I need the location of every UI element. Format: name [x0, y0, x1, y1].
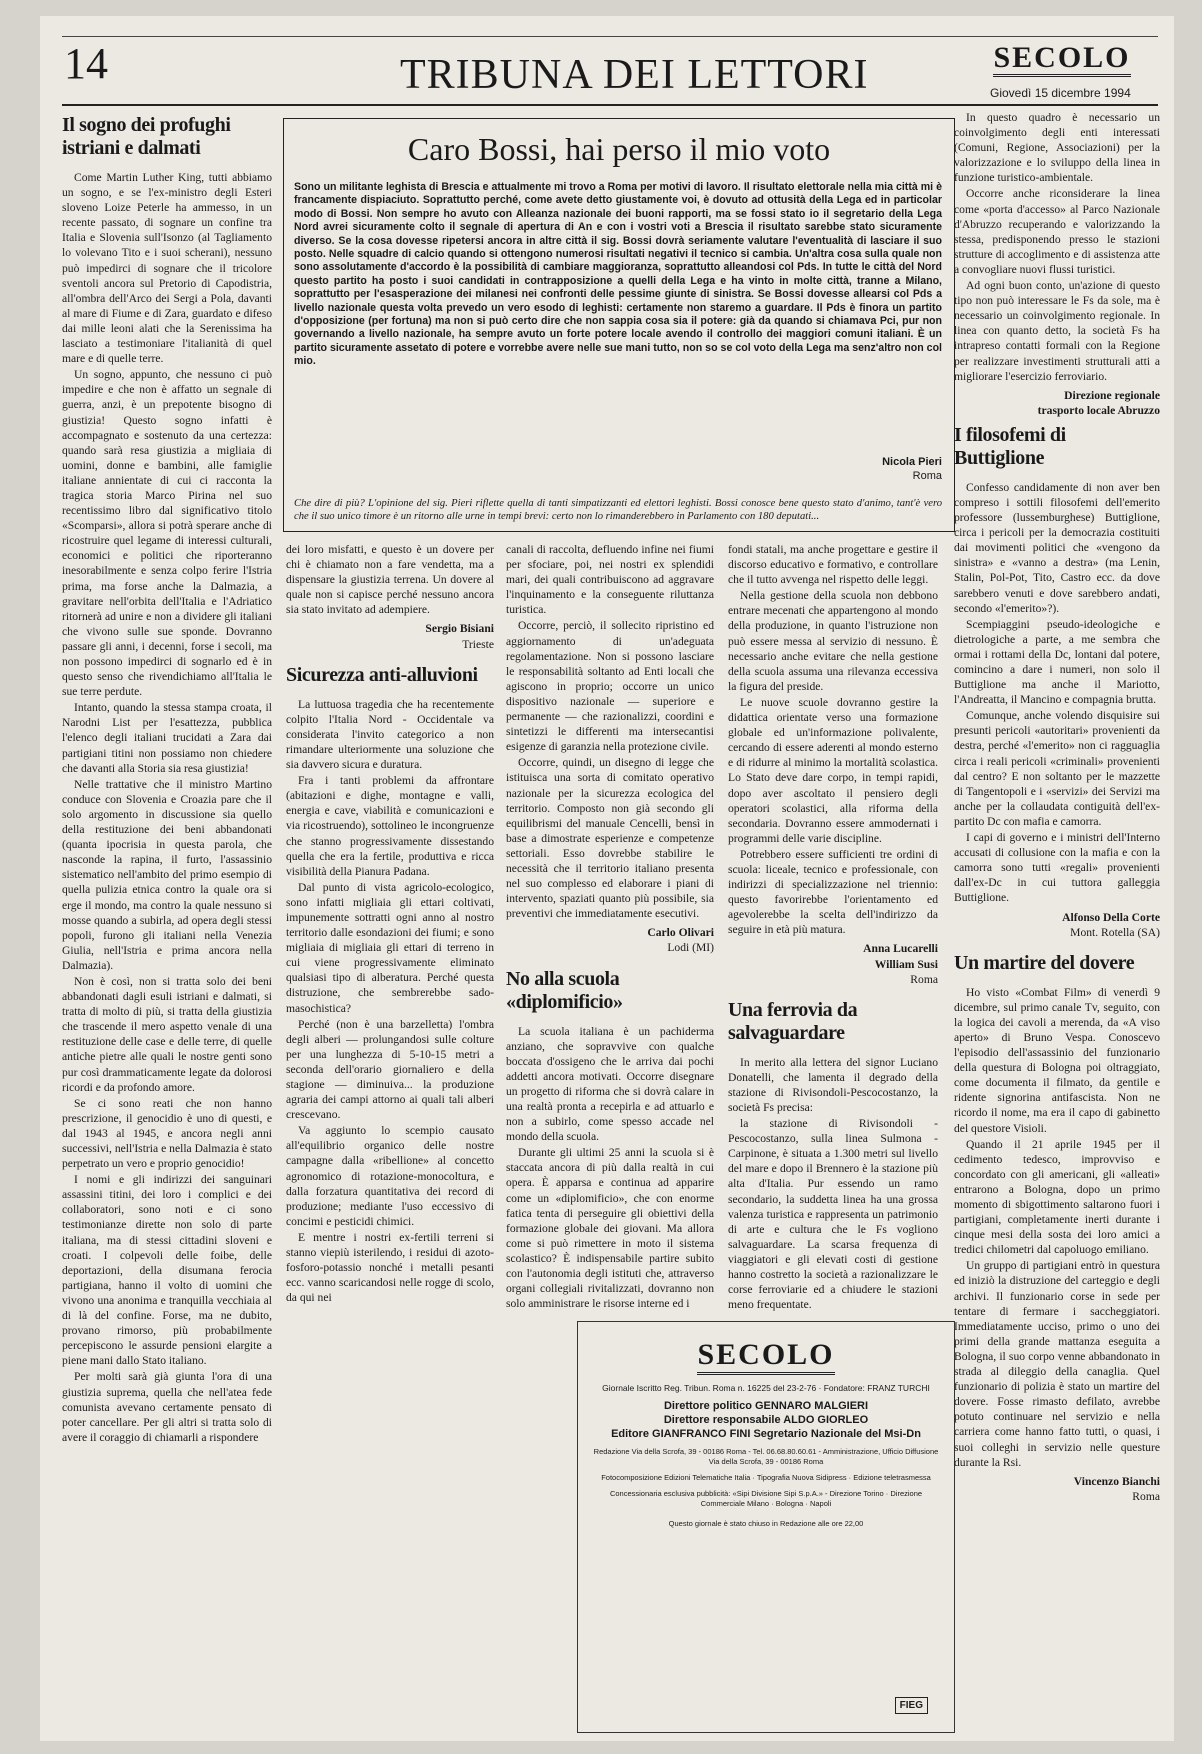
masthead-responsible-director: Direttore responsabile ALDO GIORLEO	[663, 1414, 869, 1426]
signature-name: William Susi	[874, 957, 938, 971]
article-title-martire: Un martire del dovere	[954, 951, 1135, 974]
paragraph: I nomi e gli indirizzi dei sanguinari assassini titini, dei loro i complici e dei collaboratori, sono noti e ci sono testimonianze dirette non solo di parte italiana, ma di stessi cittadini sloveni e croati. I colpevoli delle foibe, delle deportazioni, della disumana ferocia partigiana, hanno il volto di uomini che vivono una anonima e tranquilla vecchiaia al di là del confine. Forse, ma ne dubito, provano rimorso, più probabilmente percepiscono le assurde pensioni elargite a piene mani dallo Stato italiano.	[62, 1173, 272, 1368]
masthead-box	[577, 1321, 955, 1733]
brand	[962, 42, 1162, 77]
signature-name: Sergio Bisiani	[425, 622, 494, 636]
paragraph: Durante gli ultimi 25 anni la scuola si è staccata ancora di più dalla realtà in cui opera. È apparsa e continua ad apparire come un «diplomificio», che con enorme fatica tenta di perseguire gli obiettivi della formazione globale dei giovani. Ma allora come si può rimettere in moto il sistema scolastico? È indispensabile partire subito con l'autonomia degli istituti che, attraverso organi collegiali rivitalizzati, dovranno non solo amministrare le risorse interne ed i	[506, 1146, 714, 1311]
paragraph: Va aggiunto lo scempio causato all'equilibrio organico delle nostre campagne dalla «ribellione» al concetto agronomico di rotazione-monocoltura, e dalla forzatura quantitativa dei record di produzione; mediante l'uso eccessivo di concimi e pesticidi chimici.	[286, 1124, 494, 1228]
paragraph: Occorre, quindi, un disegno di legge che istituisca una sorta di comitato operativo nazionale per la sicurezza ecologica del territorio. Composto non già secondo gli equilibrismi del manuale Cencelli, bensì in base a dimostrate esperienze e competenze settoriali. Esso dovrebbe stabilire le necessità che il territorio italiano presenta nel suo complesso ed elaborare i piani di intervento, spaziati quanto più possibile, sia preventivi che immediatamente esecutivi.	[506, 756, 714, 921]
paragraph: Se ci sono reati che non hanno prescrizione, il genocidio è uno di questi, e dal 1943 al 1945, e ancora negli anni successivi, nell'Istria e nella Dalmazia è stato perpetrato un vero e proprio genocidio!	[62, 1096, 272, 1171]
paragraph: Occorre anche riconsiderare la linea come «porta d'accesso» al Parco Nazionale d'Abruzzo recuperando e valorizzando la stessa, predisponendo presso le stazioni strutture di accoglimento e di assistenza atte a convogliare nuovi flussi turistici.	[954, 187, 1160, 276]
masthead-redazione: Redazione Via della Scrofa, 39 - 00186 Roma - Tel. 06.68.80.60.61 - Amministrazione, Ufficio Diffusione Via della Scrofa, 39 - 00186 Roma	[593, 1447, 939, 1466]
paragraph: Un sogno, appunto, che nessuno ci può impedire e che non è affatto un segnale di guerra, anzi, è un prepotente bisogno di giustizia! Questo sogno infatti è accompagnato e sostenuto da una certezza: quando sarà resa giustizia a migliaia di uomini, donne e bambini, alle famiglie italiane annientate di cui ci racconta la tragica storia Marco Pirina nel suo recentissimo libro dal significativo titolo «Scomparsi», allora si potrà sperare anche di ricostruire quel legame di interessi culturali, economici e politici che riporteranno inesorabilmente e senza colpo ferire l'Istria prima, ma forse anche la Dalmazia, a gravitare nell'orbita dell'Italia e l'Adriatico ritornerà ad unire e non a dividere gli italiani che vivono sulle sue sponde. Dovranno passare gli anni, i decenni, forse i secoli, ma non possono impedirci di sognarlo ed è in questo senso che rivendichiamo all'Italia le sue terre perdute.	[62, 368, 272, 699]
fieg-logo: FIEG	[895, 1697, 928, 1714]
paragraph: Ad ogni buon conto, un'azione di questo tipo non può interessare le Fs da sole, ma è necessario un coinvolgimento regionale. In linea con quanto detto, la società Fs ha intrapreso contatti formali con la Regione per realizzare investimenti strutturali atti a migliorare l'esercizio ferroviario.	[954, 279, 1160, 383]
signature-name: Vincenzo Bianchi	[1073, 1474, 1160, 1488]
boxed-letter-bossi	[283, 118, 955, 532]
paragraph: canali di raccolta, defluendo infine nei fiumi per sfociare, poi, nei nostri ex splendidi mari, dei quali contribuiscono ad aggravare l'inquinamento e la conseguente riluttanza turistica.	[506, 543, 714, 617]
signature-name: trasporto locale Abruzzo	[1037, 403, 1160, 417]
article-title-scuola: No alla scuola «diplomificio»	[506, 967, 623, 1013]
paragraph: Quando il 21 aprile 1945 per il cedimento tedesco, improvviso e concordato con gli americani, gli «alleati» entrarono a Bologna, dopo un primo momento di sbigottimento saltarono fuori i partigiani, completamente inerti durante i cinque mesi della sosta dei loro amici a tredici chilometri dal capoluogo emiliano.	[954, 1137, 1160, 1257]
masthead-footer: Questo giornale è stato chiuso in Redazione alle ore 22,00	[668, 1519, 864, 1528]
header-bottom-rule	[62, 104, 1158, 106]
signature-location: Mont. Rotella (SA)	[1070, 925, 1160, 939]
paragraph: Perché (non è una barzelletta) l'ombra degli alberi — prolungandosi sulle colture per una lunghezza di 5-10-15 metri a seconda dell'orario giornaliero e della stagione — diminuiva... la produzione agraria dei campi attorno ai quali tali alberi crescevano.	[286, 1017, 494, 1122]
issue-date: Giovedì 15 dicembre 1994	[990, 86, 1131, 100]
paragraph: In merito alla lettera del signor Luciano Donatelli, che lamenta il degrado della stazione di Rivisondoli-Pescocostanzo, la società Fs precisa:	[728, 1055, 938, 1114]
paragraph: Nelle trattative che il ministro Martino conduce con Slovenia e Croazia pare che il solo argomento in discussione sia quello della restituzione dei beni abbandonati (quanta ipocrisia in questa parola, che nasconde la rapina, il furto, l'assassinio sistematico nell'ambito del primo esempio di quella pulizia etnica contro la quale ora si erge il mondo, ma contro la quale nessuno si mosse quando a subirla, ad opera degli stessi popoli, furono gli italiani nella Venezia Giulia, nell'Istria e prima ancora nella Dalmazia).	[62, 777, 272, 972]
paragraph: Confesso candidamente di non aver ben compreso i sottili filosofemi dell'emerito professore (lussemburghese) Buttiglione, circa i pericoli per la democrazia costituiti dai movimenti politici che «vengono da sinistra» e «vanno a destra» (ma Lenin, Stalin, Pol-Pot, Tito, Castro ecc. da dove sarebbero venuti e dove sarebbero andati, secondo «l'emerito»?).	[954, 480, 1160, 615]
paragraph: Un gruppo di partigiani entrò in questura ed iniziò la distruzione del carteggio e degli archivi. Il funzionario corse in sede per tentare di fermare i saccheggiatori. Immediatamente ucciso, primo o uno dei primi della grande mattanza eseguita a Bologna, il suo corpo venne abbandonato in strada al dileggio della canaglia. Quel funzionario di polizia è stato un martire del dovere. Fosse rimasto defilato, avrebbe potuto continuare nel servizio e nella carriera come hanno fatto tutti, o quasi, i suoi colleghi in servizio nelle questure durante la Rsi.	[954, 1259, 1160, 1469]
paragraph: Ho visto «Combat Film» di venerdì 9 dicembre, sul primo canale Tv, seguito, con la logica dei cavoli a merenda, da «A viso aperto» di Bruno Vespa. Conoscevo l'episodio dell'assassinio del funzionario della questura di Bologna poi oltraggiato, come documenta il filmato, da gentile e ridente signorina antifascista. Non ne ricordo il nome, ma era il capo di gabinetto del questore Visioli.	[954, 985, 1160, 1135]
paragraph: Le nuove scuole dovranno gestire la didattica orientate verso una formazione globale ed un'informazione polivalente, cercando di essere aderenti al mondo esterno e di ridurre al minimo la mortalità scolastica. Lo Stato deve dare corpo, in tempi rapidi, dopo aver ascoltato il pensiero degli operatori scolastici, alla riforma della secondaria. Dovranno essere ammodernati i programmi delle varie discipline.	[728, 695, 938, 845]
column-scuola	[506, 542, 714, 1312]
paragraph: Occorre, perciò, il sollecito ripristino ed aggiornamento di un'adeguata regolamentazione. Non si possono lasciare le responsabilità soltanto ad Enti locali che agiscono in proprio; occorre un unico dispositivo nazionale — superiore e permanente — che razionalizzi, coordini e sintetizzi le differenti ma intersecantisi esigenze di garanzia nella protezione civile.	[506, 619, 714, 754]
paragraph: Nella gestione della scuola non debbono entrare mecenati che appartengono al mondo della produzione, in quanto l'istruzione non può essere messa al servizio di nessuno. È necessario anche evitare che nella gestione della scuola assuma una rilevanza eccessiva la figura del preside.	[728, 589, 938, 693]
masthead-logo: SECOLO	[697, 1338, 834, 1375]
column-profughi	[62, 110, 272, 1740]
paragraph: dei loro misfatti, e questo è un dovere per chi è chiamato non a fare vendetta, ma a dispensare la giustizia terrena. Un dovere al quale non si capisce perché nessuno ancora sia stato invitato ad adempiere.	[286, 543, 494, 617]
paragraph: fondi statali, ma anche progettare e gestire il discorso educativo e formativo, e controllare che il tutto avvenga nel rispetto delle leggi.	[728, 543, 938, 587]
paragraph: Scempiaggini pseudo-ideologiche e dietrologiche a parte, a me sembra che ormai i rottami della Dc, lontani dal potere, comincino a dare i numeri, non solo il Buttiglione ma anche il Mariotto, l'Andreatta, il Mancino e compagnia brutta.	[954, 617, 1160, 707]
masthead-printing: Fotocomposizione Edizioni Telematiche Italia · Tipografia Nuova Sidipress · Edizione teletrasmessa	[601, 1473, 931, 1482]
column-right	[954, 110, 1160, 1740]
page-number: 14	[64, 39, 108, 88]
paragraph: Potrebbero essere sufficienti tre ordini di scuola: liceale, tecnico e professionale, con indirizzi di specializzazione nel triennio: questo favorirebbe l'orientamento ed agevolerebbe la scelta dell'indirizzo da seguire in età più matura.	[728, 847, 938, 937]
paragraph: La scuola italiana è un pachiderma anziano, che sopravvive con qualche boccata d'ossigeno che le arriva dai pochi addetti ancora motivati. Occorre disegnare un progetto di riforma che si dovrà calare in una realtà pronta a recepirla e ad attuarlo e non a subirlo, come spesso accade nel mondo della scuola.	[506, 1024, 714, 1144]
signature-name: Carlo Olivari	[647, 926, 714, 940]
signature-location: Roma	[912, 470, 942, 482]
masthead-director: Direttore politico GENNARO MALGIERI	[663, 1400, 869, 1412]
article-title-ferrovia: Una ferrovia da salvaguardare	[728, 998, 858, 1044]
signature-location: Roma	[1132, 1489, 1160, 1503]
signature-location: Trieste	[462, 637, 494, 651]
brand-logo: SECOLO	[993, 42, 1130, 77]
paragraph: E mentre i nostri ex-fertili terreni si stanno viepiù isterilendo, i residui di azoto-fosforo-potassio nonché i metalli pesanti ecc. vanno scaricandosi nelle rogge di scolo, da qui nei	[286, 1230, 494, 1305]
paragraph: la stazione di Rivisondoli - Pescocostanzo, sulla linea Sulmona - Carpinone, è situata a 1.300 metri sul livello del mare e dopo il Brennero è la stazione più alta d'Italia. Pur essendo un ramo secondario, la suddetta linea ha una grossa valenza turistica e rappresenta un patrimonio di arte e cultura che le Fs vogliono salvaguardare. La scarsa frequenza di viaggiatori e gli elevati costi di gestione hanno costretto la società a razionalizzare le corse ferroviarie ed a chiudere le stazioni meno frequentate.	[728, 1117, 938, 1312]
newspaper-page	[40, 16, 1174, 1741]
paragraph: Dal punto di vista agricolo-ecologico, sono infatti migliaia gli ettari coltivati, impunemente sottratti ogni anno al nostro territorio dalle esondazioni dei fiumi; e sono migliaia di migliaia gli ettari di terreno in cui viene progressivamente eliminato qualsiasi tipo di alberatura. Perché questa distruzione, che sembrerebbe sado-masochistica?	[286, 880, 494, 1015]
paragraph: Per molti sarà già giunta l'ora di una giustizia suprema, quella che nell'atea fede comunista avevano certamente pensato di poter cancellare. Per gli altri si tratta solo di avere il coraggio di chiamarli a rispondere	[62, 1370, 272, 1444]
signature-name: Direzione regionale	[1064, 388, 1160, 402]
signature-name: Nicola Pieri	[882, 456, 942, 468]
paragraph: Comunque, anche volendo disquisire sui presunti pericoli «autoritari» provenienti da destra, perché «l'emerito» non ci ragguaglia circa i reali pericoli «criminali» provenienti dal centro? E non soltanto per le mazzette di Tangentopoli e i «servizi» dei Servizi ma anche per la collaudata contiguità dell'ex-partito Dc con mafia e camorra.	[954, 709, 1160, 828]
masthead-registration: Giornale Iscritto Reg. Tribun. Roma n. 16225 del 23-2-76 · Fondatore: FRANZ TURCHI	[602, 1383, 930, 1393]
section-title: TRIBUNA DEI LETTORI	[400, 52, 869, 98]
paragraph: I capi di governo e i ministri dell'Interno accusati di collusione con la mafia e con la camorra sono tutti «regali» provenienti dall'ex-Dc in cui tuttora galleggia Buttiglione.	[954, 831, 1160, 905]
letter-body: Sono un militante leghista di Brescia e attualmente mi trovo a Roma per motivi di lavoro. Il risultato elettorale nella mia città mi è francamente dispiaciuto. Soprattutto perché, come avete detto giustamente voi, è dovuto ad ottusità della Lega ed in particolar modo di Bossi. Non sempre ho avuto con Alleanza nazionale dei buoni rapporti, ma se fossi stato io il segretario della Lega Nord avrei sicuramente colto il segnale di apertura di An e con i vostri voti a Brescia il risultato sarebbe stato sicuramente diverso. Se la cosa dovesse ripetersi ancora in altre città il sig. Bossi dovrà seriamente valutare l'eventualità di lasciare il suo posto. Nelle squadre di calcio quando si ottengono numerosi risultati negativi il tecnico si cambia. Un'altra cosa sulla quale non sono assolutamente d'accordo è la possibilità di cambiare maggioranza, soprattutto alleandosi col Pds. In tutte le città del Nord questo partito ha posto i suoi candidati in contrapposizione a quelli della Lega e ha vinto in molte città, tranne a Milano, soprattutto per l'esasperazione dei milanesi nei confronti delle pessime giunte di sinistra. Se Bossi dovesse allearsi col Pds a livello nazionale questa volta prevedo un vero esodo di leghisti: certamente non staremo a guardare. Il Pds è finora un partito d'opposizione (per fortuna) ma non si può certo dire che non sappia cosa sia il potere: già da quando si chiamava Pci, pur non governando a livello nazionale, ha sempre avuto un forte potere locale avendo il controllo dei maggiori comuni italiani. È un partito sicuramente assetato di potere e vorrebbe avere nelle sue mani tutto, non so se col voto della Lega ma senz'altro non col mio.	[294, 181, 942, 368]
signature-location: Lodi (MI)	[667, 941, 714, 955]
header-top-rule	[62, 36, 1158, 37]
paragraph: Non è così, non si tratta solo dei beni abbandonati dagli esuli istriani e dalmati, si tratta di molto di più, si tratta della giustizia che trascende il mero aspetto venale di una restituzione delle case e delle terre, di quelle antiche pietre alle quali le nostre genti sono pur così drammaticamente legate da dolorosi ricordi e da profondo amore.	[62, 974, 272, 1094]
article-title-bossi: Caro Bossi, hai perso il mio voto	[407, 131, 831, 167]
column-alluvioni	[286, 542, 494, 1732]
paragraph: Fra i tanti problemi da affrontare (abitazioni e dighe, montagne e valli, energia e cave, viabilità e comunicazioni e via ricostruendo), sottolineo le incongruenze che stanno progressivamente dissestando quella che era la fertile, produttiva e ricca visibilità della Pianura Padana.	[286, 774, 494, 878]
letter-signature	[882, 455, 942, 483]
editor-reply: Che dire di più? L'opinione del sig. Pieri riflette quella di tanti simpatizzanti ed elettori leghisti. Bossi conosce bene questo stato d'animo, tant'è vero che il suo unico timore è un ritorno alle urne in tempi brevi: certo non lo rimanderebbero in Parlamento con 180 deputati...	[294, 498, 942, 523]
signature-location: Roma	[910, 972, 938, 986]
masthead-advertising: Concessionaria esclusiva pubblicità: «Sipi Divisione Sipi S.p.A.» - Direzione Torino · Direzione Commerciale Milano · Bologna · Napoli	[609, 1489, 923, 1508]
signature-name: Alfonso Della Corte	[1062, 910, 1160, 924]
paragraph: In questo quadro è necessario un coinvolgimento degli enti interessati (Comuni, Regione, Associazioni) per la valorizzazione e lo sviluppo della linea in funzione turistico-ambientale.	[954, 111, 1160, 185]
article-title-alluvioni: Sicurezza anti-alluvioni	[286, 663, 478, 686]
masthead-publisher: Editore GIANFRANCO FINI Segretario Nazionale del Msi-Dn	[611, 1428, 921, 1440]
article-title-buttiglione: I filosofemi di Buttiglione	[954, 423, 1066, 469]
signature-name: Anna Lucarelli	[863, 942, 938, 956]
article-title-profughi: Il sogno dei profughi istriani e dalmati	[62, 114, 231, 159]
column-ferrovia	[728, 542, 938, 1312]
paragraph: La luttuosa tragedia che ha recentemente colpito l'Italia Nord - Occidentale va considerata l'invito categorico a non rimandare ulteriormente una soluzione che sia davvero sicura e duratura.	[286, 697, 494, 772]
paragraph: Come Martin Luther King, tutti abbiamo un sogno, e se l'ex-ministro degli Esteri sloveno Loize Peterle ha ammesso, in un recente passato, di sognare un confine tra Italia e Slovenia sull'Isonzo (al Tagliamento lo volevano Tito e i suoi scherani), nessuno può impedirci di sognare che il tricolore sventoli ancora sul Pretorio di Capodistria, all'ombra dell'Arco dei Sergi a Pola, davanti al mare di Fiume e di Zara, guardato e difeso dai mille leoni alati che la Serenissima ha lasciato a testimoniare l'italianità di quel mare e di quelle terre.	[62, 171, 272, 366]
paragraph: Intanto, quando la stessa stampa croata, il Narodni List per l'esattezza, pubblica l'elenco degli italiani trucidati a Zara dai partigiani titini non possiamo non chiedere che davanti alla Storia sia resa giustizia!	[62, 701, 272, 775]
